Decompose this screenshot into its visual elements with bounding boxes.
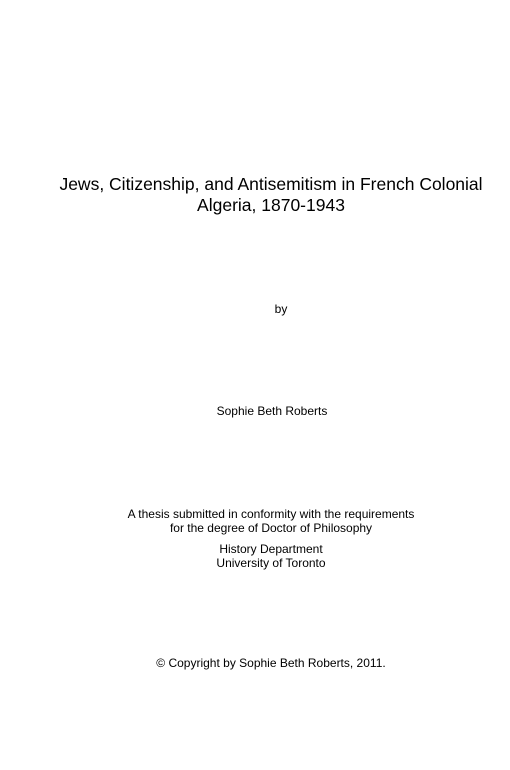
department-block	[0, 542, 510, 570]
department-name: History Department	[219, 542, 323, 556]
author-name: Sophie Beth Roberts	[216, 404, 328, 418]
university-name: University of Toronto	[216, 556, 326, 570]
submission-line-2: for the degree of Doctor of Philosophy	[169, 521, 373, 535]
thesis-title-line-2: Algeria, 1870-1943	[197, 195, 345, 215]
thesis-title-line-1: Jews, Citizenship, and Antisemitism in French Colonial	[59, 174, 483, 194]
by-label: by	[274, 302, 288, 316]
copyright-notice: © Copyright by Sophie Beth Roberts, 2011.	[156, 656, 386, 670]
thesis-title	[30, 174, 510, 216]
submission-statement	[0, 507, 510, 535]
submission-line-1: A thesis submitted in conformity with the requirements	[127, 507, 415, 521]
